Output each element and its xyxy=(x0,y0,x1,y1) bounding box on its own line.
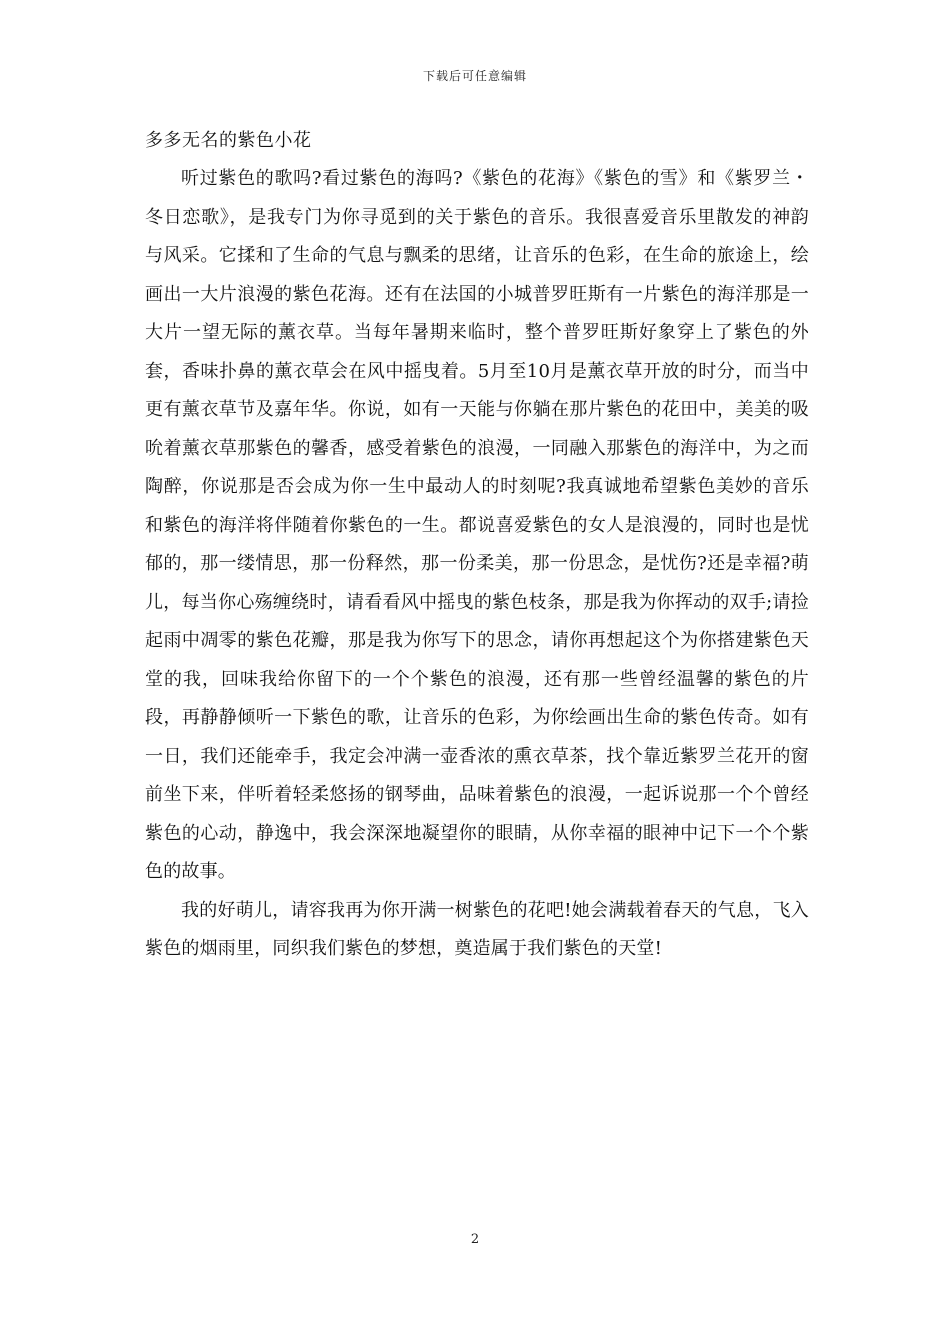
paragraph-1: 听过紫色的歌吗?看过紫色的海吗?《紫色的花海》《紫色的雪》和《紫罗兰・冬日恋歌》，是我专门为你寻觅到的关于紫色的音乐。我很喜爱音乐里散发的神韵与风采。它揉和了生命的气息与飘柔的思绪，让音乐的色彩，在生命的旅途上，绘画出一大片浪漫的紫色花海。还有在法国的小城普罗旺斯有一片紫色的海洋那是一大片一望无际的薰衣草。当每年暑期来临时，整个普罗旺斯好象穿上了紫色的外套，香味扑鼻的薰衣草会在风中摇曳着。5月至10月是薰衣草开放的时分，而当中更有薰衣草节及嘉年华。你说，如有一天能与你躺在那片紫色的花田中，美美的吸吮着薰衣草那紫色的馨香，感受着紫色的浪漫，一同融入那紫色的海洋中，为之而陶醉，你说那是否会成为你一生中最动人的时刻呢?我真诚地希望紫色美妙的音乐和紫色的海洋将伴随着你紫色的一生。都说喜爱紫色的女人是浪漫的，同时也是忧郁的，那一缕情思，那一份释然，那一份柔美，那一份思念，是忧伤?还是幸福?萌儿，每当你心殇缠绕时，请看看风中摇曳的紫色枝条，那是我为你挥动的双手;请捡起雨中凋零的紫色花瓣，那是我为你写下的思念，请你再想起这个为你搭建紫色天堂的我，回味我给你留下的一个个紫色的浪漫，还有那一些曾经温馨的紫色的片段，再静静倾听一下紫色的歌，让音乐的色彩，为你绘画出生命的紫色传奇。如有一日，我们还能牵手，我定会冲满一壶香浓的熏衣草茶，找个靠近紫罗兰花开的窗前坐下来，伴听着轻柔悠扬的钢琴曲，品味着紫色的浪漫，一起诉说那一个个曾经紫色的心动，静逸中，我会深深地凝望你的眼睛，从你幸福的眼神中记下一个个紫色的故事。 xyxy=(145,168,809,882)
document-body xyxy=(145,122,809,969)
document-title: 多多无名的紫色小花 xyxy=(145,130,312,151)
paragraph-2: 我的好萌儿，请容我再为你开满一树紫色的花吧!她会满载着春天的气息，飞入紫色的烟雨里，同织我们紫色的梦想，奠造属于我们紫色的天堂! xyxy=(145,899,809,959)
page-header: 下载后可任意编辑 xyxy=(422,69,527,83)
page-number: 2 xyxy=(470,1232,480,1247)
